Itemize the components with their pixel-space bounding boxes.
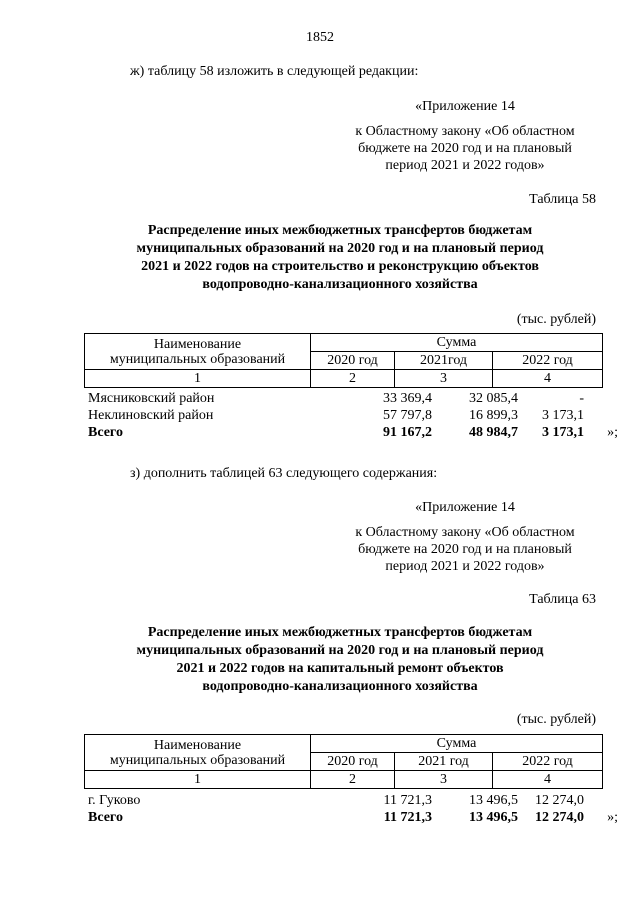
title-line: водопроводно-канализационного хозяйства xyxy=(202,277,478,292)
total-2021: 13 496,5 xyxy=(469,810,518,825)
table-63-body xyxy=(88,792,618,826)
header-2021: 2021год xyxy=(395,352,493,370)
total-2022: 12 274,0 xyxy=(535,810,584,825)
header-2021: 2021 год xyxy=(395,753,493,771)
table-63-units: (тыс. рублей) xyxy=(516,712,596,727)
row-2020: 57 797,8 xyxy=(383,408,432,423)
table-total-row xyxy=(88,424,618,441)
appendix-line: «Приложение 14 xyxy=(415,99,515,114)
appendix-line: бюджете на 2020 год и на плановый xyxy=(358,141,572,156)
appendix-line: «Приложение 14 xyxy=(415,500,515,515)
total-name: Всего xyxy=(88,810,123,825)
row-name: г. Гуково xyxy=(88,793,141,808)
title-line: Распределение иных межбюджетных трансфертов бюджетам xyxy=(147,625,533,640)
table-58-title xyxy=(80,222,600,294)
table-63-header xyxy=(84,734,603,789)
row-2021: 32 085,4 xyxy=(469,391,518,406)
col-number: 3 xyxy=(395,370,493,388)
col-number: 2 xyxy=(311,370,395,388)
col-number: 4 xyxy=(493,771,603,789)
col-number: 4 xyxy=(493,370,603,388)
paragraph-zh: ж) таблицу 58 изложить в следующей редакции: xyxy=(130,64,419,79)
row-2022: 12 274,0 xyxy=(535,793,584,808)
paragraph-z: з) дополнить таблицей 63 следующего содержания: xyxy=(130,466,438,481)
title-line: 2021 и 2022 годов на капитальный ремонт объектов xyxy=(176,661,504,676)
table-total-row xyxy=(88,809,618,826)
total-2020: 91 167,2 xyxy=(383,425,432,440)
total-2021: 48 984,7 xyxy=(469,425,518,440)
row-name: Мясниковский район xyxy=(88,391,215,406)
header-name-cell xyxy=(85,334,311,370)
header-2020: 2020 год xyxy=(311,352,395,370)
header-2022: 2022 год xyxy=(493,352,603,370)
appendix-line: период 2021 и 2022 годов» xyxy=(385,158,545,173)
row-name: Неклиновский район xyxy=(88,408,214,423)
header-name-line1: Наименование xyxy=(153,336,242,352)
title-line: муниципальных образований на 2020 год и на плановый период xyxy=(136,643,544,658)
appendix-header-1 xyxy=(330,98,600,174)
table-58-units: (тыс. рублей) xyxy=(516,312,596,327)
title-line: Распределение иных межбюджетных трансфертов бюджетам xyxy=(147,223,533,238)
page-number: 1852 xyxy=(306,30,334,45)
title-line: муниципальных образований на 2020 год и на плановый период xyxy=(136,241,544,256)
total-name: Всего xyxy=(88,425,123,440)
appendix-header-2 xyxy=(330,499,600,575)
appendix-line: период 2021 и 2022 годов» xyxy=(385,559,545,574)
quote-close: »; xyxy=(607,810,618,825)
table-58-body xyxy=(88,390,618,441)
table-row xyxy=(88,390,618,407)
title-line: 2021 и 2022 годов на строительство и реконструкцию объектов xyxy=(141,259,539,274)
header-2022: 2022 год xyxy=(493,753,603,771)
row-2021: 16 899,3 xyxy=(469,408,518,423)
table-row xyxy=(88,407,618,424)
row-2020: 33 369,4 xyxy=(383,391,432,406)
row-2020: 11 721,3 xyxy=(383,793,432,808)
table-63-label: Таблица 63 xyxy=(529,592,596,607)
appendix-line: к Областному закону «Об областном xyxy=(355,124,575,139)
col-number: 1 xyxy=(85,370,311,388)
col-number: 1 xyxy=(85,771,311,789)
col-number: 2 xyxy=(311,771,395,789)
header-name-cell xyxy=(85,735,311,771)
table-58-label: Таблица 58 xyxy=(529,192,596,207)
header-2020: 2020 год xyxy=(311,753,395,771)
appendix-line: бюджете на 2020 год и на плановый xyxy=(358,542,572,557)
row-2022: - xyxy=(579,391,584,406)
title-line: водопроводно-канализационного хозяйства xyxy=(202,679,478,694)
row-2022: 3 173,1 xyxy=(542,408,584,423)
row-2021: 13 496,5 xyxy=(469,793,518,808)
table-58-header xyxy=(84,333,603,388)
header-sum: Сумма xyxy=(311,735,603,753)
header-sum: Сумма xyxy=(311,334,603,352)
total-2022: 3 173,1 xyxy=(542,425,584,440)
quote-close: »; xyxy=(607,425,618,440)
table-row xyxy=(88,792,618,809)
col-number: 3 xyxy=(395,771,493,789)
header-name-line2: муниципальных образований xyxy=(109,351,286,367)
total-2020: 11 721,3 xyxy=(383,810,432,825)
table-63-title xyxy=(80,624,600,696)
header-name-line2: муниципальных образований xyxy=(109,752,286,768)
appendix-line: к Областному закону «Об областном xyxy=(355,525,575,540)
header-name-line1: Наименование xyxy=(153,737,242,753)
